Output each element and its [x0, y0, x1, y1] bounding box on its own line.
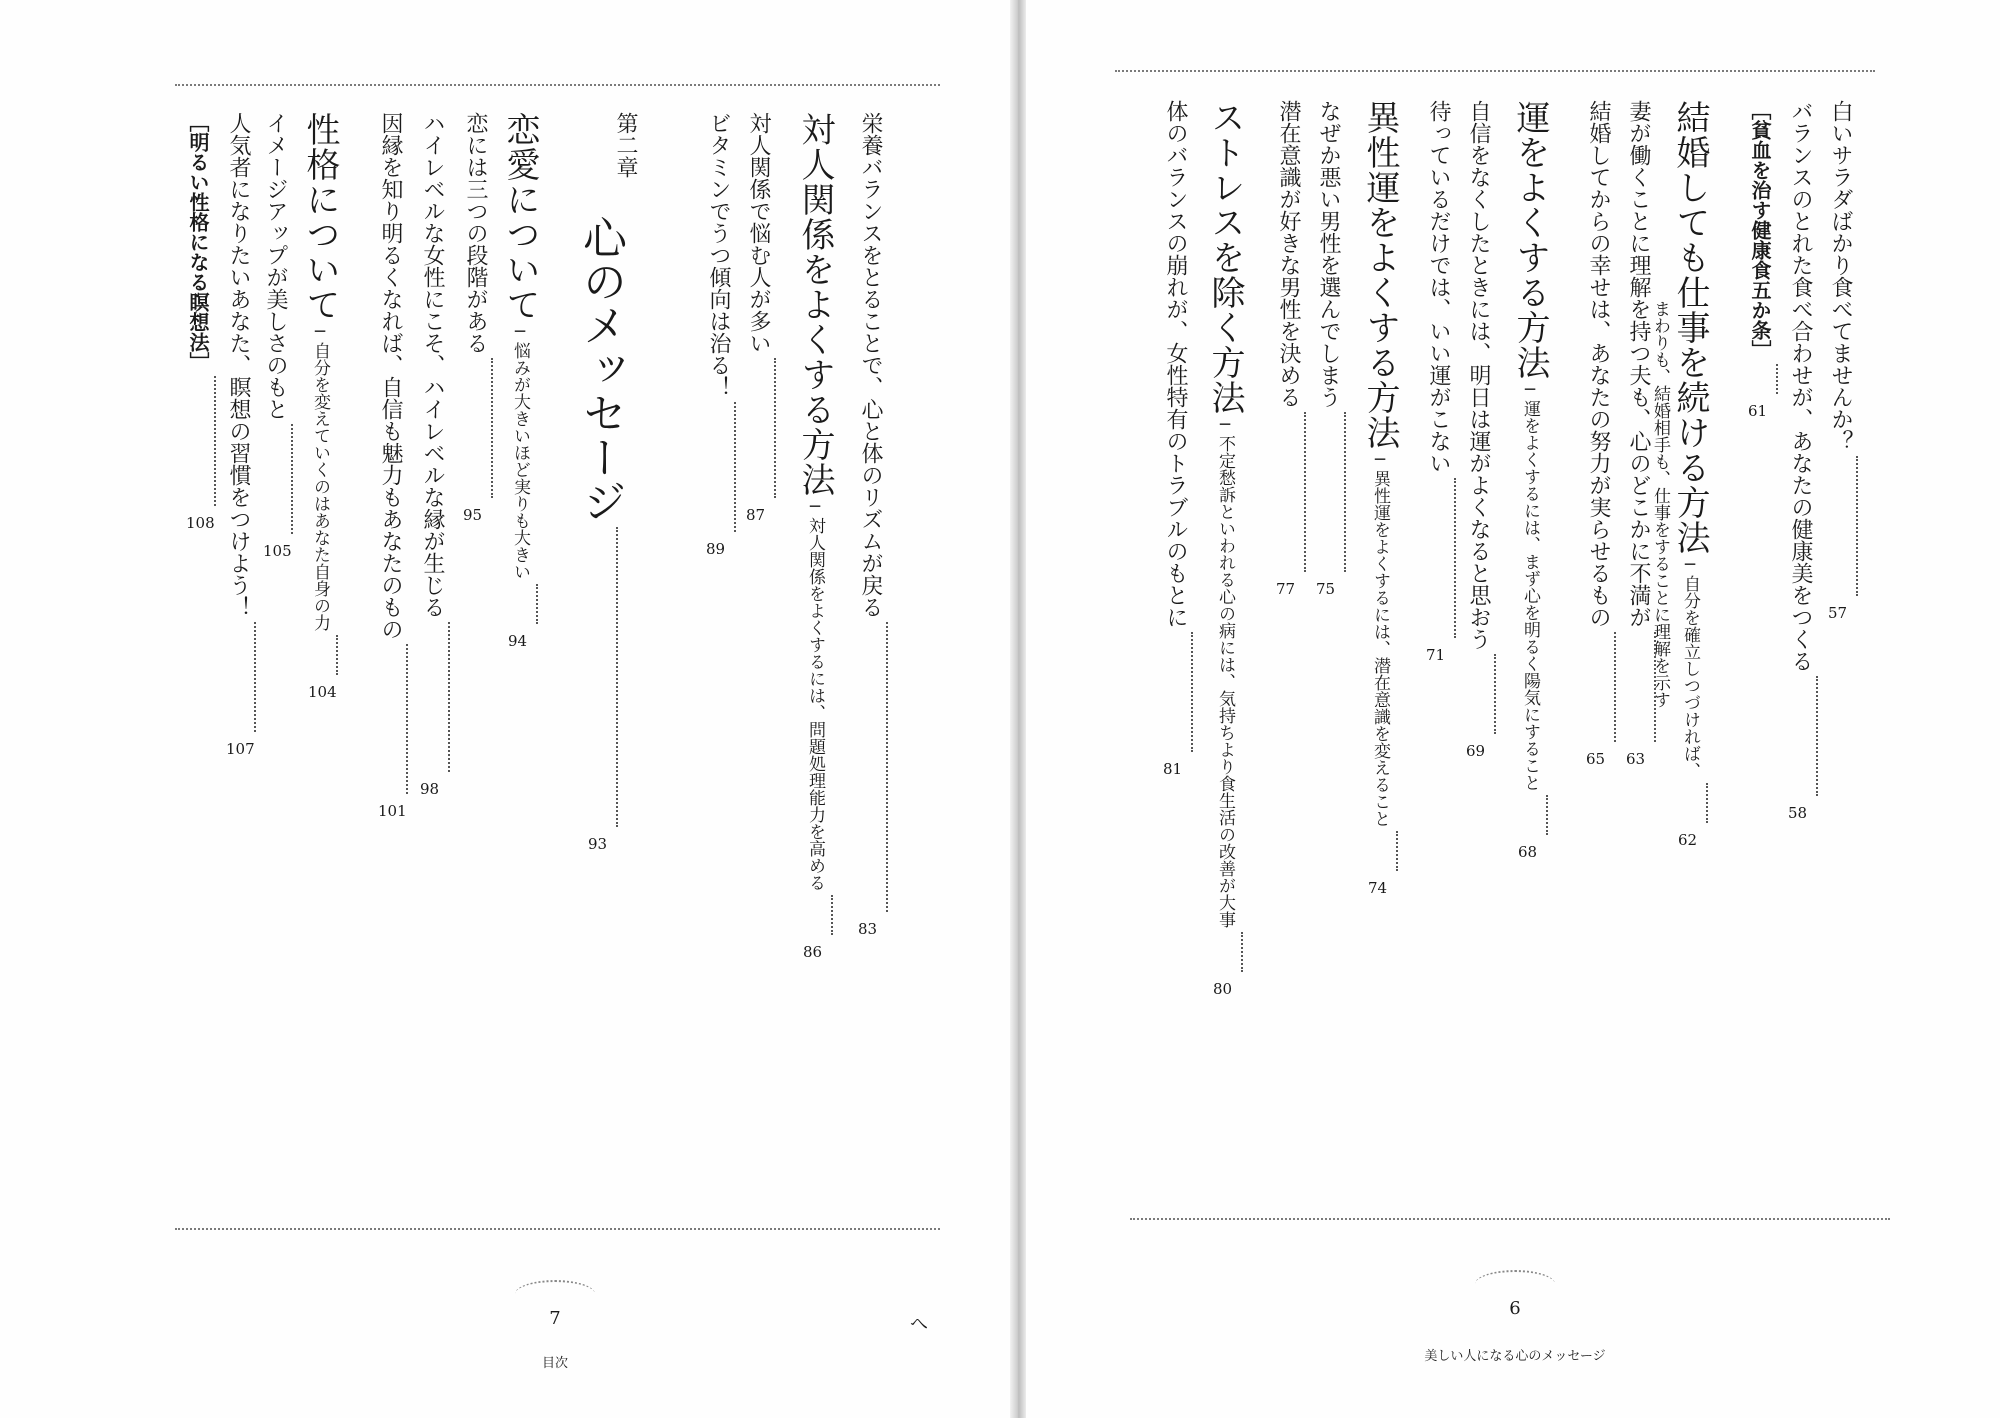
- section-subtitle: ─対人関係をよくするには、問題処理能力を高める: [805, 497, 825, 891]
- folio-arc: [1475, 1270, 1555, 1298]
- page-number: 81: [1163, 760, 1183, 778]
- toc-entry-text: 自信をなくしたときには、明日は運がよくなると思おう: [1466, 100, 1491, 650]
- toc-entry: [1578, 100, 1618, 746]
- page-number: 87: [746, 506, 766, 524]
- page-number: 68: [1518, 843, 1538, 861]
- left-top-rule: [175, 84, 940, 86]
- leader-dots: [616, 527, 620, 827]
- toc-entry: [1308, 100, 1348, 576]
- section-subtitle: ─自分を変えていくのはあなた自身の力: [310, 322, 330, 631]
- leader-dots: [491, 358, 495, 498]
- toc-entry-text: 潜在意識が好きな男性を決める: [1276, 100, 1301, 408]
- page-number: 58: [1788, 804, 1808, 822]
- toc-entry: [370, 112, 410, 798]
- leader-dots: [774, 358, 778, 498]
- page-number: 108: [186, 514, 215, 532]
- toc-entry-text: 白いサラダばかり食べてませんか？: [1828, 100, 1853, 452]
- leader-dots: [1776, 364, 1780, 394]
- page-number: 62: [1678, 831, 1698, 849]
- page-number: 89: [706, 540, 726, 558]
- section-heading: 運をよくする方法: [1510, 100, 1550, 380]
- toc-entry: [1155, 100, 1195, 756]
- leader-dots: [831, 895, 835, 935]
- page-number: 71: [1426, 646, 1446, 664]
- page-number: 95: [463, 506, 483, 524]
- chapter-title: 心のメッセージ: [575, 215, 626, 523]
- toc-entry: [255, 112, 295, 538]
- page-number: 75: [1316, 580, 1336, 598]
- page-number: 77: [1276, 580, 1296, 598]
- right-bottom-rule: [1130, 1218, 1890, 1220]
- leader-dots: [1546, 795, 1550, 835]
- leader-dots: [1191, 632, 1195, 752]
- leader-dots: [1856, 456, 1860, 596]
- toc-entry-text: イメージアップが美しさのもと: [263, 112, 288, 420]
- toc-entry: [412, 112, 452, 776]
- right-page-number: 6: [1509, 1298, 1521, 1319]
- leader-dots: [1454, 478, 1458, 638]
- toc-bracket-entry: ［明るい性格になる瞑想法］: [186, 112, 210, 372]
- toc-entry: [300, 112, 340, 679]
- book-gutter: [1010, 0, 1026, 1418]
- toc-entry: [1205, 100, 1245, 976]
- toc-entry: [178, 112, 218, 510]
- leader-dots: [1654, 632, 1658, 742]
- leader-dots: [1241, 932, 1245, 972]
- left-page-number: 7: [549, 1308, 561, 1329]
- leader-dots: [536, 584, 540, 624]
- toc-entry: [1740, 100, 1780, 398]
- section-heading: 恋愛について: [500, 112, 540, 322]
- toc-entry: [1360, 100, 1400, 875]
- right-folio: [1465, 1270, 1565, 1319]
- chapter-label: 第二章: [613, 112, 638, 178]
- leader-dots: [886, 622, 890, 912]
- toc-entry: [850, 112, 890, 916]
- toc-entry: [1458, 100, 1498, 738]
- left-folio: [505, 1280, 605, 1329]
- right-running-title: 美しい人になる心のメッセージ: [1424, 1349, 1606, 1364]
- page-number: 65: [1586, 750, 1606, 768]
- leader-dots: [1494, 654, 1498, 734]
- page-number: 101: [378, 802, 407, 820]
- toc-entry: [455, 112, 495, 502]
- section-subtitle: ─異性運をよくするには、潜在意識を変えること: [1370, 450, 1390, 827]
- section-heading: 結婚しても仕事を続ける方法: [1670, 100, 1710, 555]
- section-heading: ストレスを除く方法: [1205, 100, 1245, 415]
- page-number: 57: [1828, 604, 1848, 622]
- leader-dots: [291, 424, 295, 534]
- toc-entry: [698, 112, 738, 536]
- page-number: 98: [420, 780, 440, 798]
- leader-dots: [1816, 676, 1820, 796]
- toc-entry: [575, 215, 626, 831]
- page-number: 80: [1213, 980, 1233, 998]
- toc-entry: [1418, 100, 1458, 642]
- page-number: 69: [1466, 742, 1486, 760]
- toc-entry-text: バランスのとれた食べ合わせが、あなたの健康美をつくる: [1788, 100, 1813, 672]
- toc-entry: [218, 112, 258, 736]
- toc-entry: [795, 112, 835, 939]
- left-bottom-rule: [175, 1228, 940, 1230]
- page-number: 74: [1368, 879, 1388, 897]
- page-number: 104: [308, 683, 337, 701]
- section-subtitle: ─自分を確立しつづければ、: [1680, 555, 1700, 779]
- section-heading: 異性運をよくする方法: [1360, 100, 1400, 450]
- right-top-rule: [1115, 70, 1875, 72]
- leader-dots: [1706, 783, 1710, 823]
- leader-dots: [734, 402, 738, 532]
- toc-entry: [1670, 100, 1710, 827]
- page-number: 105: [263, 542, 292, 560]
- toc-entry-text: 対人関係で悩む人が多い: [746, 112, 771, 354]
- page-number: 86: [803, 943, 823, 961]
- page-number: 107: [226, 740, 255, 758]
- toc-entry-text: なぜか悪い男性を選んでしまう: [1316, 100, 1341, 408]
- toc-entry: [1510, 100, 1550, 839]
- toc-entry-text: 因縁を知り明るくなれば、自信も魅力もあなたのもの: [378, 112, 403, 640]
- leader-dots: [214, 376, 218, 506]
- toc-entry-text: 妻が働くことに理解を持つ夫も、心のどこかに不満が: [1626, 100, 1651, 628]
- page-number: 94: [508, 632, 528, 650]
- section-subtitle-line2: まわりも、結婚相手も、仕事をすることに理解を示す: [1650, 300, 1670, 708]
- folio-arc: [515, 1280, 595, 1308]
- section-heading: 対人関係をよくする方法: [795, 112, 835, 497]
- page-number: 83: [858, 920, 878, 938]
- toc-entry: [1780, 100, 1820, 800]
- section-subtitle: ─不定愁訴といわれる心の病には、気持ちより食生活の改善が大事: [1215, 415, 1235, 928]
- leader-dots: [406, 644, 410, 794]
- left-margin-mark: へ: [910, 1314, 928, 1335]
- toc-entry-text: 恋には三つの段階がある: [463, 112, 488, 354]
- toc-entry-text: 待っているだけでは、いい運がこない: [1426, 100, 1451, 474]
- toc-entry-text: 体のバランスの崩れが、女性特有のトラブルのもとに: [1163, 100, 1188, 628]
- toc-entry: [500, 112, 540, 628]
- page-number: 93: [588, 835, 608, 853]
- leader-dots: [1396, 831, 1400, 871]
- leader-dots: [1614, 632, 1618, 742]
- leader-dots: [254, 622, 258, 732]
- leader-dots: [448, 622, 452, 772]
- leader-dots: [1344, 412, 1348, 572]
- section-subtitle: ─運をよくするには、まず心を明るく陽気にすること: [1520, 380, 1540, 791]
- toc-entry: [1268, 100, 1308, 576]
- leader-dots: [1304, 412, 1308, 572]
- page-number: 61: [1748, 402, 1768, 420]
- toc-entry: [1618, 100, 1658, 746]
- left-running-title: 目次: [541, 1356, 568, 1371]
- toc-entry: [738, 112, 778, 502]
- toc-bracket-entry: ［貧血を治す健康食五か条］: [1748, 100, 1772, 360]
- leader-dots: [336, 635, 340, 675]
- page-number: 63: [1626, 750, 1646, 768]
- section-heading: 性格について: [300, 112, 340, 322]
- toc-entry-text: ハイレベルな女性にこそ、ハイレベルな縁が生じる: [420, 112, 445, 618]
- toc-entry: [1820, 100, 1860, 600]
- toc-entry-text: 結婚してからの幸せは、あなたの努力が実らせるもの: [1586, 100, 1611, 628]
- section-subtitle: ─悩みが大きいほど実りも大きい: [510, 322, 530, 580]
- toc-entry-text: 栄養バランスをとることで、心と体のリズムが戻る: [858, 112, 883, 618]
- toc-entry-text: ビタミンでうつ傾向は治る！: [706, 112, 731, 398]
- toc-entry-text: 人気者になりたいあなた、瞑想の習慣をつけよう！: [226, 112, 251, 618]
